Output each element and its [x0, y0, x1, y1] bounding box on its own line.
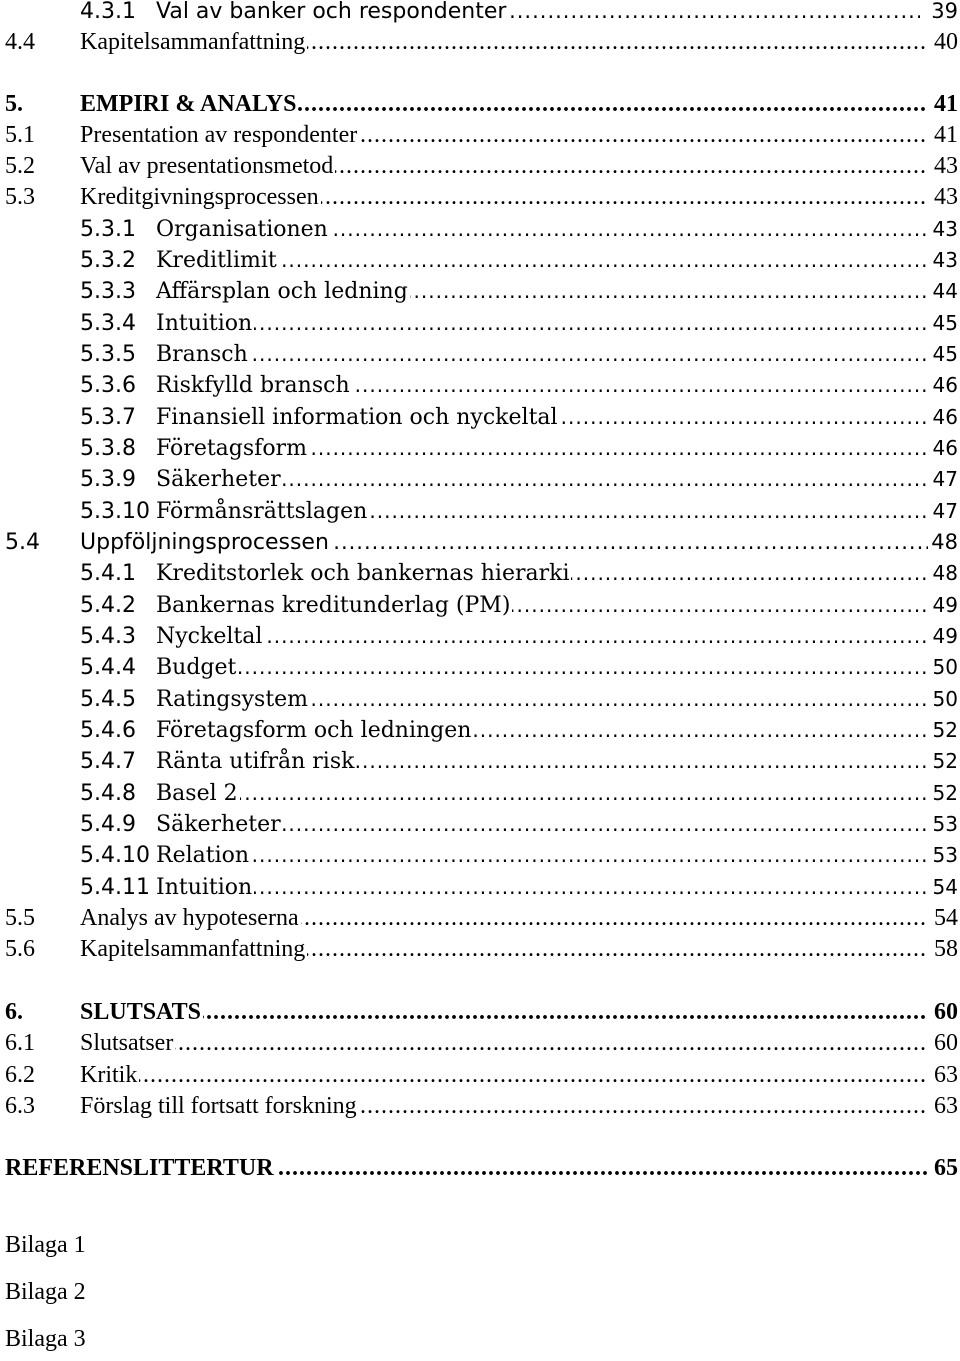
- toc-entry[interactable]: [0, 590, 960, 621]
- toc-entry-number: 5.4.6: [80, 718, 136, 743]
- toc-entry[interactable]: [0, 182, 960, 213]
- toc-entry-number: 5.4.1: [80, 561, 136, 586]
- toc-entry[interactable]: [0, 746, 960, 777]
- toc-entry-page: 45: [931, 308, 958, 339]
- toc-entry[interactable]: [0, 621, 960, 652]
- toc-entry-page: 44: [931, 276, 958, 307]
- toc-entry-page: 53: [931, 840, 958, 871]
- toc-entry-number: 5.3.7: [80, 405, 136, 430]
- toc-entry-title: Kreditgivningsprocessen: [80, 182, 321, 213]
- toc-entry-title: Ränta utifrån risk: [156, 746, 356, 777]
- toc-entry-page: 46: [931, 433, 958, 464]
- toc-entry-title: Intuition: [156, 872, 254, 903]
- toc-entry-title: Kapitelsammanfattning: [80, 27, 307, 58]
- toc-entry-number: 5.3.3: [80, 279, 136, 304]
- toc-entry-title: Organisationen: [156, 214, 330, 245]
- toc-entry[interactable]: [0, 872, 960, 903]
- toc-entry-title: Bankernas kreditunderlag (PM): [156, 590, 512, 621]
- toc-entry-number: 5.1: [5, 122, 35, 148]
- toc-entry-title: Intuition: [156, 308, 254, 339]
- toc-entry-number: 5.: [5, 91, 23, 117]
- toc-entry[interactable]: [0, 558, 960, 589]
- toc-entry-title: Säkerheter: [156, 464, 283, 495]
- toc-entry-number: 5.3.4: [80, 311, 136, 336]
- toc-entry-title: Uppföljningsprocessen: [80, 527, 331, 558]
- toc-entry[interactable]: [0, 778, 960, 809]
- toc-entry-title: Företagsform och ledningen: [156, 715, 473, 746]
- toc-entry[interactable]: [0, 496, 960, 527]
- toc-entry-page: 43: [931, 214, 958, 245]
- toc-entry-title: Budget: [156, 652, 238, 683]
- toc-entry-number: 5.4.4: [80, 655, 136, 680]
- toc-entry-title: Förslag till fortsatt forskning: [80, 1091, 359, 1122]
- toc-entry[interactable]: [0, 120, 960, 151]
- toc-entry[interactable]: [0, 339, 960, 370]
- toc-entry-page: 54: [931, 872, 958, 903]
- toc-entry-page: 60: [932, 1028, 958, 1059]
- toc-entry[interactable]: [0, 903, 960, 934]
- toc-entry-title: Kreditstorlek och bankernas hierarki: [156, 558, 571, 589]
- toc-entry[interactable]: [0, 464, 960, 495]
- toc-entry[interactable]: [0, 245, 960, 276]
- toc-entry-page: 53: [931, 809, 958, 840]
- toc-entry-number: 5.4.10: [80, 843, 150, 868]
- toc-entry-page: 49: [931, 621, 958, 652]
- toc-entry[interactable]: [0, 840, 960, 871]
- toc-entry[interactable]: [0, 308, 960, 339]
- toc-entry-number: 5.3.2: [80, 248, 136, 273]
- toc-entry-title: Bransch: [156, 339, 250, 370]
- toc-entry-title: Presentation av respondenter: [80, 120, 359, 151]
- toc-entry-number: 5.3.8: [80, 436, 136, 461]
- toc-entry[interactable]: [0, 433, 960, 464]
- appendix-label[interactable]: Bilaga 3: [5, 1326, 86, 1352]
- toc-entry-title: Förmånsrättslagen: [156, 496, 369, 527]
- toc-entry[interactable]: [0, 809, 960, 840]
- toc-entry-title: Företagsform: [156, 433, 309, 464]
- toc-entry[interactable]: [0, 1060, 960, 1091]
- toc-entry-title: Kreditlimit: [156, 245, 279, 276]
- toc-entry-title: Riskfylld bransch: [156, 370, 352, 401]
- toc-entry-number: 5.4.9: [80, 812, 136, 837]
- toc-entry-title: Nyckeltal: [156, 621, 264, 652]
- toc-leader-dots: [80, 997, 928, 1028]
- toc-entry-number: 5.4.5: [80, 687, 136, 712]
- toc-leader-dots: [80, 1060, 928, 1091]
- toc-leader-dots: [156, 652, 928, 683]
- toc-entry-title: Analys av hypoteserna: [80, 903, 301, 934]
- toc-entry-page: 60: [932, 997, 958, 1028]
- toc-entry-number: 5.3.9: [80, 467, 136, 492]
- toc-entry[interactable]: [0, 934, 960, 965]
- toc-entry[interactable]: [0, 527, 960, 558]
- toc-entry-title: REFERENSLITTERTUR: [5, 1153, 276, 1184]
- toc-entry-number: 5.3.10: [80, 499, 150, 524]
- toc-entry-page: 46: [931, 370, 958, 401]
- toc-entry[interactable]: [0, 214, 960, 245]
- toc-entry[interactable]: [0, 715, 960, 746]
- toc-entry-title: Kritik: [80, 1060, 139, 1091]
- toc-entry-number: 6.2: [5, 1062, 35, 1088]
- toc-entry-page: 48: [929, 527, 958, 558]
- toc-entry[interactable]: [0, 370, 960, 401]
- toc-entry-title: Säkerheter: [156, 809, 283, 840]
- toc-entry-title: Val av presentationsmetod: [80, 151, 335, 182]
- toc-entry-number: 5.3.5: [80, 342, 136, 367]
- toc-entry-title: Kapitelsammanfattning: [80, 934, 307, 965]
- toc-entry-number: 5.4.7: [80, 749, 136, 774]
- toc-entry-title: Affärsplan och ledning: [156, 276, 410, 307]
- toc-entry-number: 5.4.8: [80, 781, 136, 806]
- toc-leader-dots: [80, 1028, 928, 1059]
- toc-entry-title: EMPIRI & ANALYS: [80, 89, 298, 120]
- toc-entry-number: 5.4.3: [80, 624, 136, 649]
- toc-entry-page: 39: [929, 0, 958, 27]
- toc-entry[interactable]: [0, 276, 960, 307]
- toc-entry-number: 6.1: [5, 1030, 35, 1056]
- toc-entry-page: 50: [931, 684, 958, 715]
- toc-entry-chapter[interactable]: [0, 997, 960, 1028]
- toc-entry[interactable]: [0, 0, 960, 27]
- toc-entry-page: 41: [932, 120, 958, 151]
- toc-entry[interactable]: [0, 1091, 960, 1122]
- toc-entry-title: Ratingsystem: [156, 684, 310, 715]
- toc-leader-dots: [156, 339, 928, 370]
- toc-leader-dots: [156, 840, 928, 871]
- toc-entry-title: Finansiell information och nyckeltal: [156, 402, 560, 433]
- toc-entry-number: 5.3.1: [80, 217, 136, 242]
- toc-entry-page: 46: [931, 402, 958, 433]
- toc-entry-title: Basel 2: [156, 778, 240, 809]
- toc-leader-dots: [156, 778, 928, 809]
- toc-entry-page: 50: [931, 652, 958, 683]
- toc-entry-page: 52: [931, 778, 958, 809]
- toc-entry[interactable]: [0, 684, 960, 715]
- toc-entry-page: 49: [931, 590, 958, 621]
- toc-entry-page: 63: [932, 1091, 958, 1122]
- toc-leader-dots: [156, 308, 928, 339]
- toc-entry-page: 41: [932, 89, 958, 120]
- toc-entry[interactable]: [0, 1028, 960, 1059]
- toc-entry-number: 5.4.2: [80, 593, 136, 618]
- toc-entry-page: 48: [931, 558, 958, 589]
- toc-entry-number: 5.3: [5, 184, 35, 210]
- toc-leader-dots: [156, 621, 928, 652]
- appendix-label[interactable]: Bilaga 2: [5, 1279, 86, 1305]
- toc-entry-number: 6.: [5, 999, 23, 1025]
- toc-entry-title: Val av banker och respondenter: [156, 0, 508, 27]
- toc-entry-page: 43: [932, 151, 958, 182]
- toc-leader-dots: [156, 872, 928, 903]
- toc-entry-number: 6.3: [5, 1093, 35, 1119]
- toc-entry-title: Relation: [156, 840, 251, 871]
- toc-entry-number: 4.3.1: [80, 0, 136, 24]
- toc-entry-title: SLUTSATS: [80, 997, 203, 1028]
- toc-entry-page: 52: [931, 746, 958, 777]
- toc-entry-page: 47: [931, 464, 958, 495]
- toc-entry-page: 40: [932, 27, 958, 58]
- toc-entry-page: 43: [931, 245, 958, 276]
- toc-entry-title: Slutsatser: [80, 1028, 175, 1059]
- appendix-label[interactable]: Bilaga 1: [5, 1232, 86, 1258]
- toc-entry-number: 5.4: [5, 530, 40, 555]
- toc-entry-number: 5.2: [5, 153, 35, 179]
- toc-entry-page: 54: [932, 903, 958, 934]
- toc-entry-number: 5.5: [5, 905, 35, 931]
- toc-entry-page: 45: [931, 339, 958, 370]
- toc-entry-chapter[interactable]: [0, 89, 960, 120]
- toc-entry[interactable]: [0, 151, 960, 182]
- toc-entry-number: 5.4.11: [80, 875, 150, 900]
- toc-entry-page: 47: [931, 496, 958, 527]
- toc-entry[interactable]: [0, 27, 960, 58]
- toc-entry-number: 5.6: [5, 936, 35, 962]
- toc-entry[interactable]: [0, 402, 960, 433]
- toc-entry-page: 43: [932, 182, 958, 213]
- toc-entry-page: 52: [931, 715, 958, 746]
- toc-entry-page: 65: [932, 1153, 958, 1184]
- toc-entry-references[interactable]: [0, 1153, 960, 1184]
- toc-entry-number: 5.3.6: [80, 373, 136, 398]
- toc-entry-number: 4.4: [5, 29, 35, 55]
- toc-entry-page: 63: [932, 1060, 958, 1091]
- toc-entry[interactable]: [0, 652, 960, 683]
- toc-entry-page: 58: [932, 934, 958, 965]
